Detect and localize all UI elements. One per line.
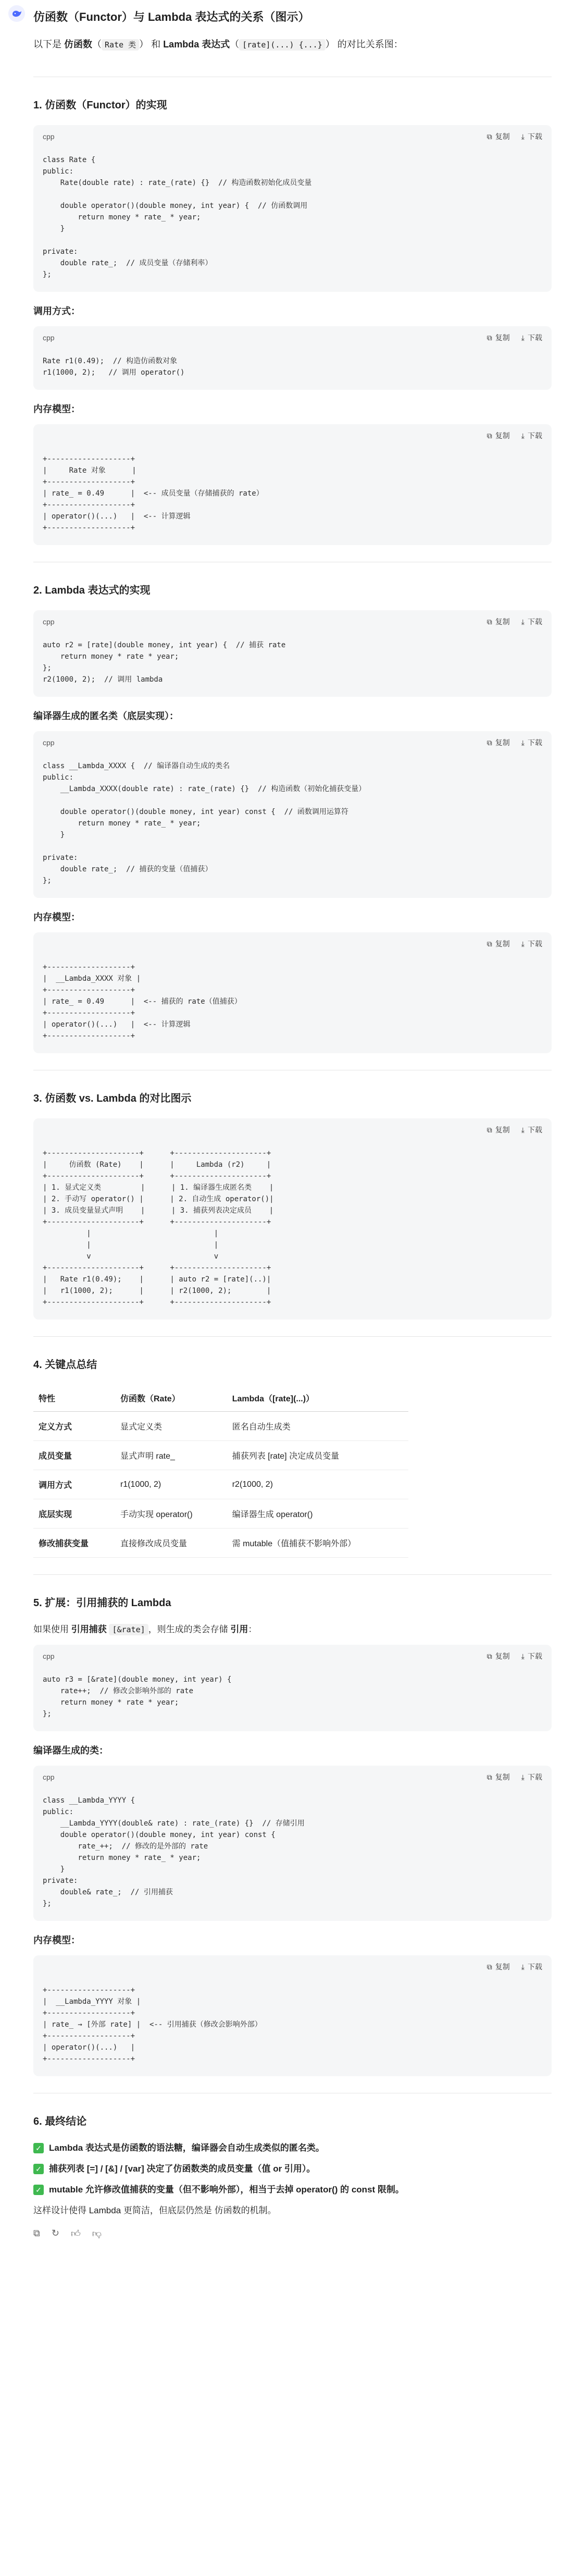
- table-row: [33, 1499, 408, 1529]
- download-icon: ⤓: [521, 738, 524, 747]
- table-cell: 显式声明 rate_: [115, 1441, 227, 1470]
- message-actions: [33, 2228, 552, 2239]
- download-button[interactable]: ⤓ 下载: [521, 1772, 542, 1781]
- table-header-row: [33, 1385, 408, 1412]
- section-heading-2: 2. Lambda 表达式的实现: [33, 585, 151, 596]
- thumbs-down-icon[interactable]: 👎︎: [92, 2228, 102, 2239]
- download-button[interactable]: ⤓ 下载: [521, 333, 542, 342]
- assistant-avatar: [8, 5, 25, 22]
- code-language: cpp: [43, 738, 55, 747]
- table-cell: 手动实现 operator(): [115, 1499, 227, 1529]
- download-button[interactable]: ⤓ 下载: [521, 1125, 542, 1134]
- code-text: Rate r1(0.49); // 构造仿函数对象 r1(1000, 2); // 调用 operator(): [43, 357, 185, 377]
- code-text: +-------------------+ | __Lambda_YYYY 对象 | +-------------------+ | rate_ → [外部 rate] | <-- 引用捕获（修改会影响外部） +-------------------+ | operator()(...) | +-------------------+: [43, 1986, 262, 2063]
- subheading-memory-3: 内存模型：: [33, 1935, 80, 1945]
- code-block-memory-2: [33, 932, 552, 1053]
- download-button[interactable]: ⤓ 下载: [521, 738, 542, 747]
- table-cell: 修改捕获变量: [33, 1529, 115, 1558]
- check-icon: ✓: [33, 2143, 44, 2153]
- download-button[interactable]: ⤓ 下载: [521, 939, 542, 948]
- code-language: cpp: [43, 334, 55, 342]
- code-block-functor: [33, 125, 552, 292]
- copy-icon: ⧉: [486, 1772, 492, 1781]
- code-text: class __Lambda_YYYY { public: __Lambda_YYYY(double& rate) : rate_(rate) {} // 存储引用 double operator()(double money, int year) const { rate_++; // 修改的是外部的 rate return money * rate_ * year; } private: double& rate_; // 引用捕获 };: [43, 1796, 305, 1908]
- download-button[interactable]: ⤓ 下载: [521, 617, 542, 626]
- table-cell: 需 mutable（值捕获不影响外部）: [227, 1529, 408, 1558]
- subheading-memory-2: 内存模型：: [33, 912, 80, 922]
- copy-icon: ⧉: [486, 333, 492, 342]
- copy-icon: ⧉: [486, 939, 492, 948]
- check-icon: ✓: [33, 2185, 44, 2195]
- regenerate-icon[interactable]: ↻: [51, 2228, 59, 2238]
- section-heading-5: 5. 扩展：引用捕获的 Lambda: [33, 1597, 171, 1609]
- download-icon: ⤓: [521, 1962, 524, 1971]
- code-block-memory-3: [33, 1955, 552, 2076]
- code-language: cpp: [43, 1652, 55, 1660]
- copy-button[interactable]: ⧉ 复制: [486, 617, 510, 626]
- table-cell: 直接修改成员变量: [115, 1529, 227, 1558]
- table-cell: 调用方式: [33, 1470, 115, 1499]
- table-cell: 定义方式: [33, 1412, 115, 1441]
- copy-icon: ⧉: [486, 1125, 492, 1134]
- download-icon: ⤓: [521, 1772, 524, 1781]
- download-button[interactable]: ⤓ 下载: [521, 431, 542, 440]
- copy-button[interactable]: ⧉ 复制: [486, 939, 510, 948]
- subheading-anon-class: 编译器生成的匿名类（底层实现）：: [33, 711, 179, 721]
- code-text: +-------------------+ | Rate 对象 | +-------------------+ | rate_ = 0.49 | <-- 成员变量（存储捕获的 rate） +-------------------+ | operator()(...) | <-- 计算逻辑 +-------------------+: [43, 455, 264, 532]
- code-text: +-------------------+ | __Lambda_XXXX 对象 | +-------------------+ | rate_ = 0.49 | <-- 捕获的 rate（值捕获） +-------------------+ | operator()(...) | <-- 计算逻辑 +-------------------+: [43, 963, 242, 1040]
- copy-message-icon[interactable]: ⧉: [33, 2228, 40, 2238]
- code-block-ref-class: [33, 1766, 552, 1921]
- thumbs-up-icon[interactable]: 👍︎: [70, 2228, 81, 2239]
- intro-text: 以下是 仿函数（ Rate 类 ） 和 Lambda 表达式（ [rate](...) {...} ） 的对比关系图：: [33, 39, 403, 50]
- check-icon: ✓: [33, 2164, 44, 2174]
- download-icon: ⤓: [521, 617, 524, 626]
- table-cell: r1(1000, 2): [115, 1470, 227, 1499]
- table-cell: 匿名自动生成类: [227, 1412, 408, 1441]
- code-block-compare: [33, 1118, 552, 1320]
- code-language: cpp: [43, 618, 55, 626]
- code-header: [33, 125, 552, 148]
- code-text: class __Lambda_XXXX { // 编译器自动生成的类名 public: __Lambda_XXXX(double rate) : rate_(rate) {} // 构造函数（初始化捕获变量） double operator()(double money, int year) const { // 函数调用运算符 return money * rate_ * year; } private: double rate_; // 捕获的变量（值捕获） };: [43, 762, 366, 885]
- table-cell: 显式定义类: [115, 1412, 227, 1441]
- table-header: Lambda（[rate](...)）: [227, 1385, 408, 1412]
- copy-icon: ⧉: [486, 1962, 492, 1971]
- code-language: cpp: [43, 132, 55, 141]
- copy-icon: ⧉: [486, 738, 492, 747]
- code-block-memory-1: [33, 424, 552, 545]
- table-cell: r2(1000, 2): [227, 1470, 408, 1499]
- comparison-table: [33, 1385, 408, 1558]
- copy-button[interactable]: ⧉ 复制: [486, 132, 510, 141]
- section-heading-3: 3. 仿函数 vs. Lambda 的对比图示: [33, 1093, 192, 1104]
- code-text: auto r3 = [&rate](double money, int year) { rate++; // 修改会影响外部的 rate return money * rate * year; };: [43, 1675, 232, 1718]
- copy-button[interactable]: ⧉ 复制: [486, 1962, 510, 1971]
- code-block-call: [33, 326, 552, 390]
- copy-icon: ⧉: [486, 431, 492, 440]
- download-icon: ⤓: [521, 333, 524, 342]
- download-icon: ⤓: [521, 939, 524, 948]
- download-icon: ⤓: [521, 1125, 524, 1134]
- section-heading-1: 1. 仿函数（Functor）的实现: [33, 100, 167, 111]
- download-icon: ⤓: [521, 431, 524, 440]
- subheading-ref-class: 编译器生成的类：: [33, 1745, 108, 1756]
- copy-button[interactable]: ⧉ 复制: [486, 1125, 510, 1134]
- download-button[interactable]: ⤓ 下载: [521, 1651, 542, 1660]
- download-icon: ⤓: [521, 1651, 524, 1660]
- code-language: cpp: [43, 1773, 55, 1781]
- subheading-call: 调用方式：: [33, 306, 80, 316]
- table-cell: 编译器生成 operator(): [227, 1499, 408, 1529]
- code-block-ref: [33, 1645, 552, 1731]
- whale-logo-icon: [11, 8, 22, 19]
- table-row: [33, 1529, 408, 1558]
- code-block-lambda: [33, 610, 552, 697]
- divider: [33, 1574, 552, 1575]
- message-content: [33, 9, 552, 2239]
- subheading-memory: 内存模型：: [33, 404, 80, 414]
- copy-button[interactable]: ⧉ 复制: [486, 1651, 510, 1660]
- table-cell: 捕获列表 [rate] 决定成员变量: [227, 1441, 408, 1470]
- conclusion-item: ✓ 捕获列表 [=] / [&] / [var] 决定了仿函数类的成员变量（值 or 引用）。: [33, 2162, 552, 2176]
- copy-button[interactable]: ⧉ 复制: [486, 333, 510, 342]
- section-heading-6: 6. 最终结论: [33, 2116, 87, 2127]
- download-icon: ⤓: [521, 132, 524, 141]
- table-row: [33, 1470, 408, 1499]
- copy-icon: ⧉: [486, 617, 492, 626]
- table-cell: 底层实现: [33, 1499, 115, 1529]
- section-heading-4: 4. 关键点总结: [33, 1359, 97, 1371]
- copy-button[interactable]: ⧉ 复制: [486, 1772, 510, 1781]
- conclusion-item: ✓ Lambda 表达式是仿函数的语法糖，编译器会自动生成类似的匿名类。: [33, 2141, 552, 2155]
- code-block-anon: [33, 731, 552, 898]
- code-text: auto r2 = [rate](double money, int year) { // 捕获 rate return money * rate * year; }; r2(1000, 2); // 调用 lambda: [43, 641, 286, 684]
- code-text: +---------------------+ +---------------------+ | 仿函数 (Rate) | | Lambda (r2) | +---------------------+ +---------------------+ | 1. 显式定义类 | | 1. 编译器生成匿名类 | | 2. 手动写 operator() | | 2. 自动生成 operator()| | 3. 成员变量显式声明 | | 3. 捕获列表决定成员 | +---------------------+ +---------------------+ | | | | v v +---------------------+ +---------------------+ | Rate r1(0.49); | | auto r2 = [rate](..)| | r1(1000, 2); | | r2(1000, 2); | +---------------------+ +---------------------+: [43, 1149, 274, 1307]
- table-header: 特性: [33, 1385, 115, 1412]
- divider: [33, 1336, 552, 1337]
- table-row: [33, 1441, 408, 1470]
- copy-icon: ⧉: [486, 132, 492, 141]
- table-row: [33, 1412, 408, 1441]
- copy-button[interactable]: ⧉ 复制: [486, 738, 510, 747]
- download-button[interactable]: ⤓ 下载: [521, 1962, 542, 1971]
- conclusion-item: ✓ mutable 允许修改值捕获的变量（但不影响外部），相当于去掉 operator() 的 const 限制。: [33, 2183, 552, 2197]
- table-cell: 成员变量: [33, 1441, 115, 1470]
- ref-capture-intro: 如果使用 引用捕获 [&rate] ，则生成的类会存储 引用：: [33, 1624, 257, 1634]
- copy-icon: ⧉: [486, 1651, 492, 1660]
- table-header: 仿函数（Rate）: [115, 1385, 227, 1412]
- code-text: class Rate { public: Rate(double rate) : rate_(rate) {} // 构造函数初始化成员变量 double operator()(double money, int year) { // 仿函数调用 return money * rate_ * year; } private: double rate_; // 成员变量（存储利率） };: [43, 156, 312, 279]
- download-button[interactable]: ⤓ 下载: [521, 132, 542, 141]
- copy-button[interactable]: ⧉ 复制: [486, 431, 510, 440]
- page-title: 仿函数（Functor）与 Lambda 表达式的关系（图示）: [33, 10, 310, 23]
- final-remark: 这样设计使得 Lambda 更简洁，但底层仍然是 仿函数的机制。: [33, 2205, 277, 2215]
